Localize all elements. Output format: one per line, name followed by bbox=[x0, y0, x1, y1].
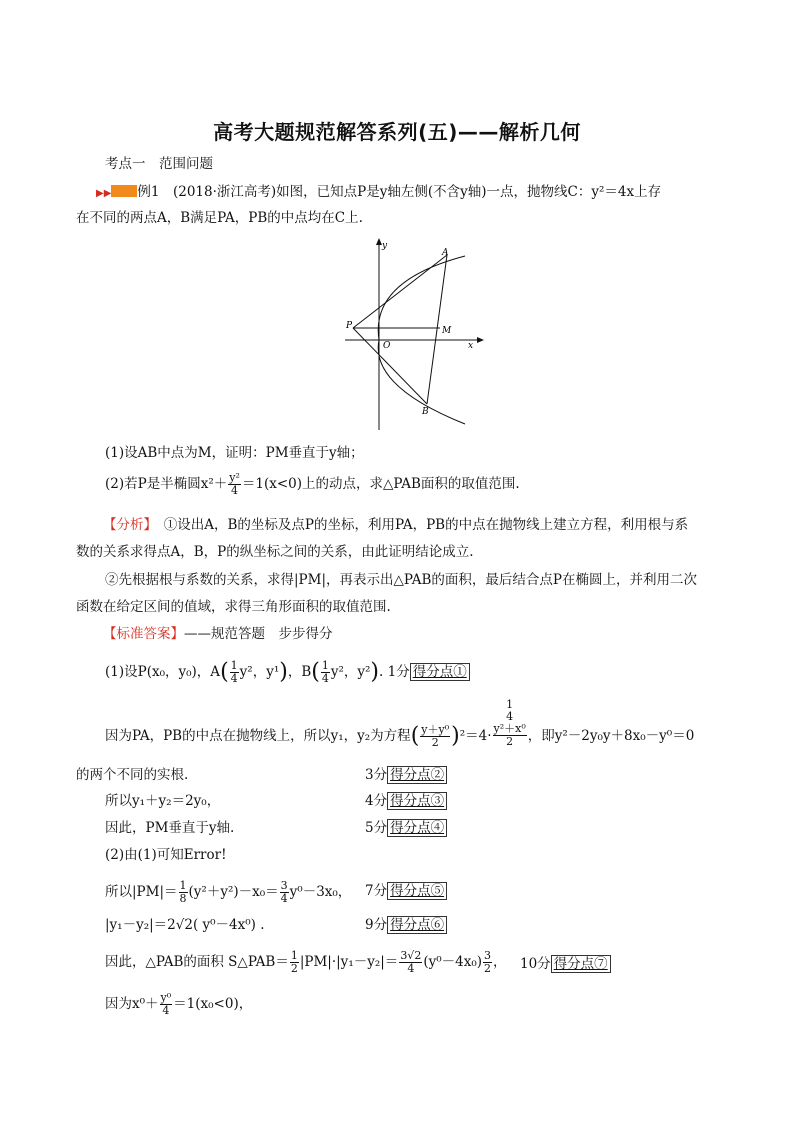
example-line-1 bbox=[96, 183, 661, 203]
label-P: P bbox=[346, 321, 353, 331]
double-arrow-icon: ▶▶ bbox=[96, 188, 112, 199]
analysis-line-4: 函数在给定区间的值域，求得三角形面积的取值范围. bbox=[76, 599, 391, 615]
score-point-1: 得分点① bbox=[410, 663, 470, 681]
label-A: A bbox=[442, 248, 449, 258]
analysis-line-2: 数的关系求得点A，B，P的纵坐标之间的关系，由此证明结论成立. bbox=[76, 544, 474, 560]
step-5-score: 5分 得分点④ bbox=[365, 819, 447, 837]
label-O: O bbox=[383, 341, 391, 351]
example-text-1: (2018·浙江高考)如图，已知点P是y轴左侧(不含y轴)一点，抛物线C：y²＝4x上存 bbox=[172, 184, 662, 200]
step-8-score: 9分 得分点⑥ bbox=[365, 916, 447, 934]
score-point-5: 得分点⑤ bbox=[387, 882, 447, 900]
step-3-score: 3分 得分点② bbox=[365, 766, 447, 784]
answer-tag: 【标准答案】 bbox=[103, 626, 184, 642]
answer-heading: 【标准答案】——规范答题 步步得分 bbox=[103, 626, 333, 642]
step-8: |y₁－y₂|＝2√2( y⁰－4x⁰) . bbox=[105, 917, 265, 933]
example-line-2: 在不同的两点A，B满足PA，PB的中点均在C上. bbox=[76, 210, 363, 226]
score-point-6: 得分点⑥ bbox=[387, 916, 447, 934]
step-2: 因为PA，PB的中点在抛物线上，所以y₁，y₂为方程( $\frac{\text{y＋y⁰}}{2}$ )²＝4· 1 4 y²＋x⁰ 2 ，即y²－2y₀y＋8x₀－y⁰＝0 bbox=[105, 698, 695, 749]
step-7-score: 7分 得分点⑤ bbox=[365, 882, 447, 900]
page-title: 高考大题规范解答系列(五)——解析几何 bbox=[213, 120, 581, 144]
step-1: (1)设P(x₀，y₀)，A( $\frac{1}{4}$ y²，y¹)，B( $\frac{1}{4}$ y²，y²). 1分 得分点① bbox=[105, 660, 470, 685]
x-axis-arrow bbox=[477, 337, 484, 343]
analysis-line-3: ②先根据根与系数的关系，求得|PM|，再表示出△PAB的面积，最后结合点P在椭圆上，并利用二次 bbox=[105, 572, 697, 588]
analysis-tag: 【分析】 bbox=[103, 517, 151, 533]
step-4-score: 4分 得分点③ bbox=[365, 792, 447, 810]
section-heading: 考点一 范围问题 bbox=[105, 156, 213, 172]
question-2: (2)若P是半椭圆x²＋ $\frac{\text{y²}}{4}$ ＝1(x<0)上的动点，求△PAB面积的取值范围. bbox=[105, 471, 520, 497]
step-9: 因此，△PAB的面积 S△PAB＝ $\frac{1}{2}$ |PM|·|y₁－y₂|＝ $\frac{3√2}{4}$ (y⁰－4x₀) $\frac{3}{2}$ ， bbox=[105, 949, 507, 975]
fraction-y2-4: $\frac{\text{y²}}{4}$ bbox=[229, 471, 240, 497]
example-label: 例1 bbox=[137, 184, 160, 200]
segment-PB bbox=[353, 328, 427, 404]
question-1: (1)设AB中点为M，证明：PM垂直于y轴； bbox=[105, 445, 364, 461]
step-9-score: 10分 得分点⑦ bbox=[520, 955, 611, 973]
segment-PA bbox=[353, 255, 447, 328]
step-3: 的两个不同的实根. bbox=[76, 767, 189, 783]
parabola-figure bbox=[330, 236, 490, 434]
score-point-3: 得分点③ bbox=[387, 792, 447, 810]
label-B: B bbox=[422, 407, 429, 417]
step-7: 所以|PM|＝ $\frac{1}{8}$ (y²＋y²)－x₀＝ $\frac{3}{4}$ y⁰－3x₀， bbox=[105, 879, 352, 905]
step-4: 所以y₁＋y₂＝2y₀， bbox=[105, 793, 221, 809]
score-point-7: 得分点⑦ bbox=[551, 955, 611, 973]
step-6: (2)由(1)可知Error! bbox=[105, 847, 227, 863]
label-y: y bbox=[382, 241, 388, 251]
orange-block-icon bbox=[111, 185, 137, 197]
label-x: x bbox=[468, 341, 474, 351]
score-point-4: 得分点④ bbox=[387, 819, 447, 837]
step-5: 因此，PM垂直于y轴. bbox=[105, 820, 235, 836]
score-point-2: 得分点② bbox=[387, 766, 447, 784]
analysis-line-1: 【分析】 ①设出A，B的坐标及点P的坐标，利用PA，PB的中点在抛物线上建立方程，利用根与系 bbox=[103, 517, 689, 533]
step-10: 因为x⁰＋ $\frac{\text{y⁰}}{4}$ ＝1(x₀<0)， bbox=[105, 991, 253, 1017]
label-M: M bbox=[442, 326, 452, 336]
